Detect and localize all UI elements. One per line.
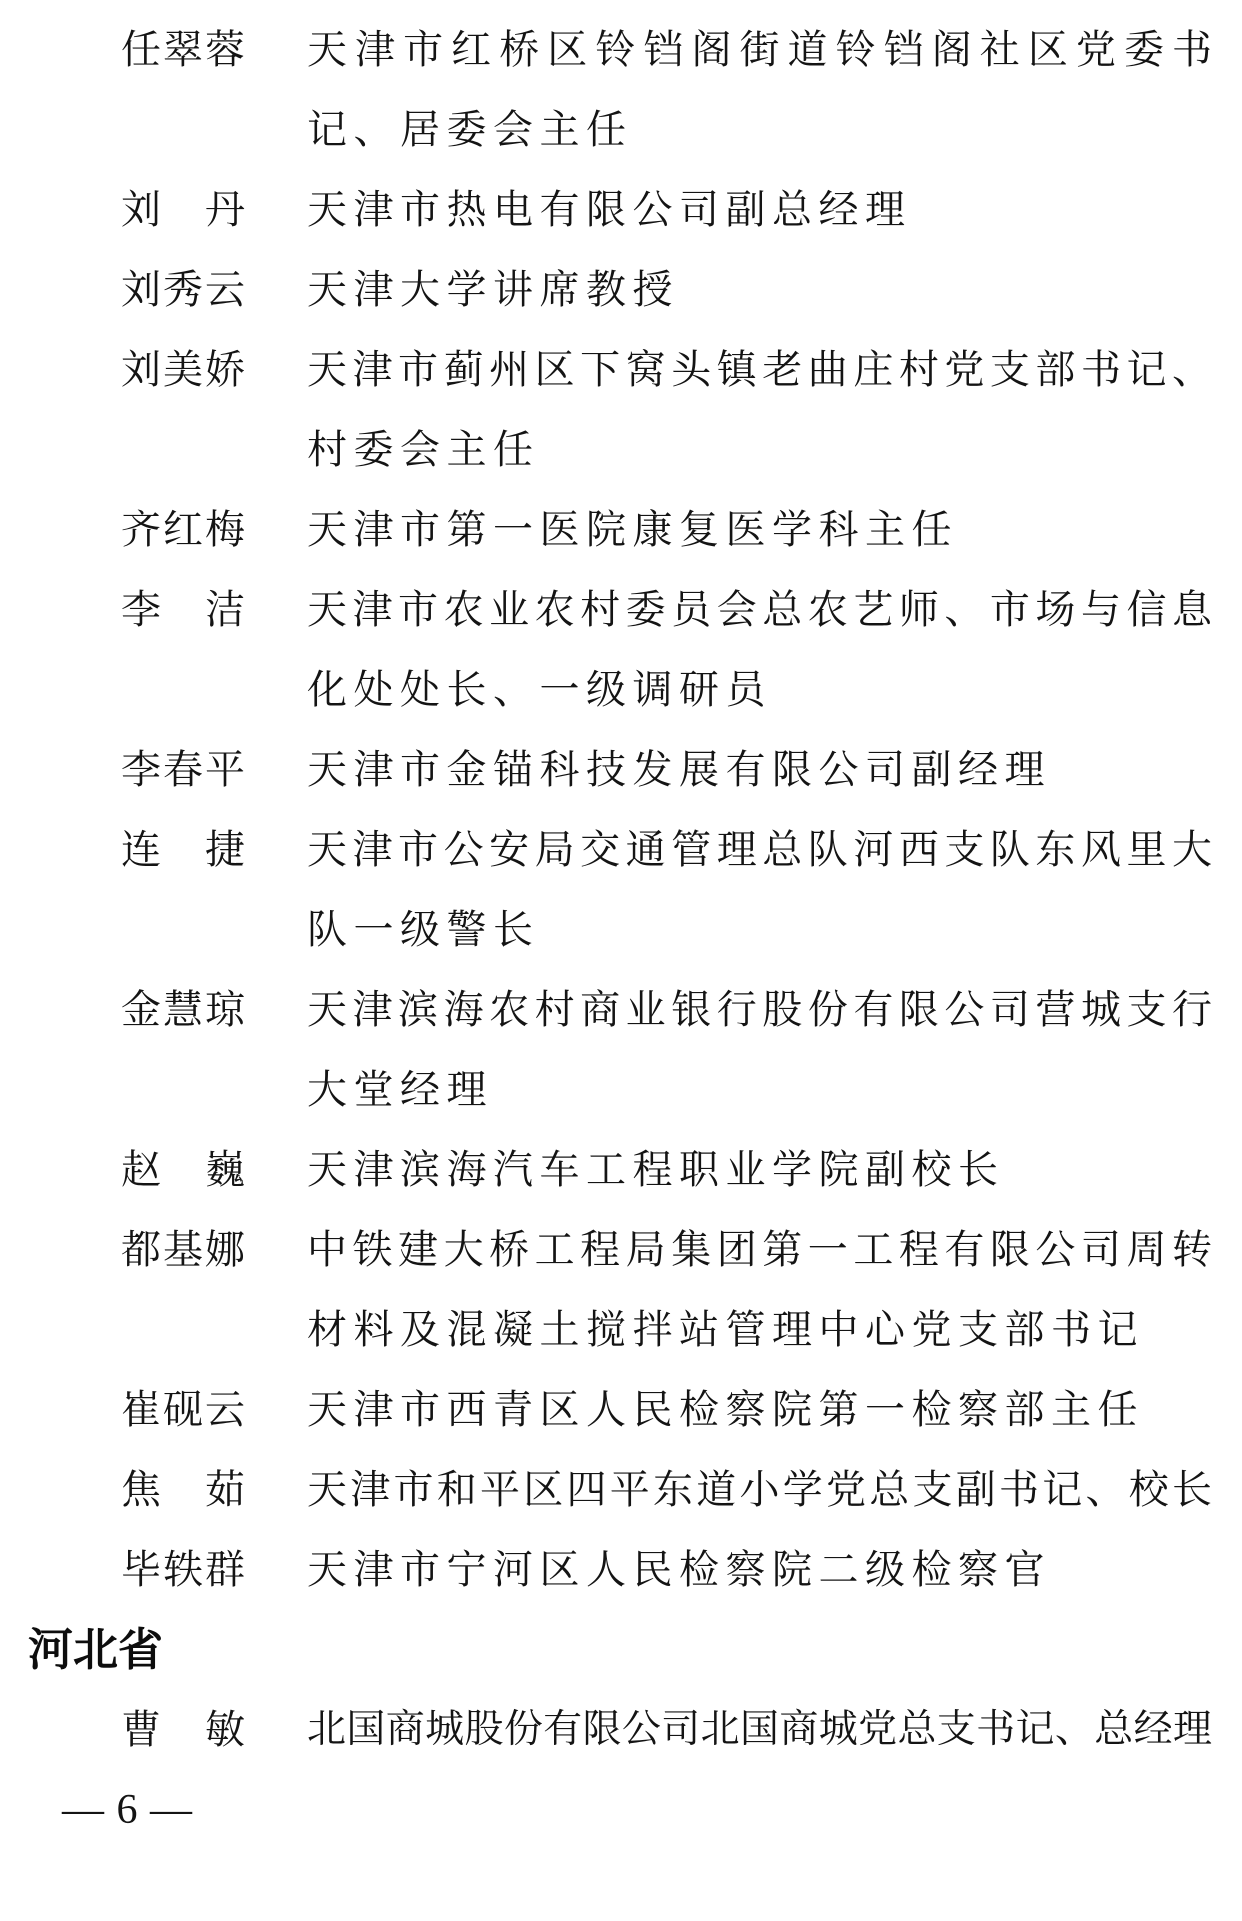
honoree-row <box>0 1530 1242 1610</box>
honoree-name: 任翠蓉 <box>121 27 245 72</box>
honoree-list <box>0 10 1242 1770</box>
honoree-name: 连捷 <box>121 827 245 872</box>
honoree-position <box>307 1370 1212 1450</box>
honoree-name: 毕轶群 <box>121 1547 245 1592</box>
honoree-position <box>307 810 1212 970</box>
honoree-position-line: 化处处长、一级调研员 <box>307 667 772 712</box>
honoree-position <box>307 1450 1212 1530</box>
honoree-name: 都基娜 <box>121 1227 245 1272</box>
honoree-position-line: 天津市农业农村委员会总农艺师、市场与信息 <box>307 587 1212 632</box>
honoree-name: 曹敏 <box>121 1707 245 1752</box>
honoree-position-line: 天津市宁河区人民检察院二级检察官 <box>307 1547 1051 1592</box>
honoree-position <box>307 1130 1212 1210</box>
honoree-position-line: 天津市西青区人民检察院第一检察部主任 <box>307 1387 1144 1432</box>
honoree-position <box>307 330 1212 490</box>
honoree-name: 崔砚云 <box>121 1387 245 1432</box>
section-header: 河北省 <box>28 1624 164 1675</box>
honoree-position-line: 天津市蓟州区下窝头镇老曲庄村党支部书记、 <box>307 347 1212 392</box>
honoree-position-line: 天津市热电有限公司副总经理 <box>307 187 912 232</box>
honoree-position <box>307 170 1212 250</box>
honoree-position-line: 记、居委会主任 <box>307 107 633 152</box>
honoree-position-line: 天津市红桥区铃铛阁街道铃铛阁社区党委书 <box>307 27 1212 72</box>
honoree-position <box>307 730 1212 810</box>
honoree-name: 刘美娇 <box>121 347 245 392</box>
honoree-row <box>0 970 1242 1130</box>
honoree-row <box>0 170 1242 250</box>
honoree-name: 李春平 <box>121 747 245 792</box>
page-number: — 6 — <box>62 1787 193 1833</box>
honoree-position-line: 材料及混凝土搅拌站管理中心党支部书记 <box>307 1307 1144 1352</box>
honoree-position <box>307 1690 1212 1770</box>
honoree-position-line: 队一级警长 <box>307 907 540 952</box>
honoree-name: 李洁 <box>121 587 245 632</box>
honoree-position <box>307 970 1212 1130</box>
honoree-position-line: 天津市第一医院康复医学科主任 <box>307 507 958 552</box>
honoree-position-line: 村委会主任 <box>307 427 540 472</box>
honoree-row <box>0 330 1242 490</box>
honoree-position <box>307 570 1212 730</box>
honoree-name: 齐红梅 <box>121 507 245 552</box>
honoree-row <box>0 1450 1242 1530</box>
honoree-name: 刘秀云 <box>121 267 245 312</box>
honoree-position-line: 中铁建大桥工程局集团第一工程有限公司周转 <box>307 1227 1212 1272</box>
honoree-row <box>0 1690 1242 1770</box>
honoree-position <box>307 250 1212 330</box>
honoree-name: 刘丹 <box>121 187 245 232</box>
honoree-row <box>0 730 1242 810</box>
honoree-position <box>307 490 1212 570</box>
honoree-position-line: 天津滨海农村商业银行股份有限公司营城支行 <box>307 987 1212 1032</box>
honoree-row <box>0 10 1242 170</box>
honoree-row <box>0 1370 1242 1450</box>
honoree-position-line: 北国商城股份有限公司北国商城党总支书记、总经理 <box>307 1708 1212 1751</box>
honoree-row <box>0 250 1242 330</box>
honoree-name: 赵巍 <box>121 1147 245 1192</box>
honoree-position-line: 天津大学讲席教授 <box>307 267 679 312</box>
honoree-position <box>307 10 1212 170</box>
honoree-row <box>0 570 1242 730</box>
honoree-position-line: 天津市金锚科技发展有限公司副经理 <box>307 747 1051 792</box>
honoree-name: 金慧琼 <box>121 987 245 1032</box>
honoree-position-line: 天津滨海汽车工程职业学院副校长 <box>307 1147 1005 1192</box>
honoree-row <box>0 1210 1242 1370</box>
honoree-position <box>307 1210 1212 1370</box>
honoree-row <box>0 490 1242 570</box>
honoree-position-line: 天津市和平区四平东道小学党总支副书记、校长 <box>307 1467 1212 1512</box>
honoree-row <box>0 1130 1242 1210</box>
honoree-row <box>0 810 1242 970</box>
honoree-position-line: 天津市公安局交通管理总队河西支队东风里大 <box>307 827 1212 872</box>
honoree-position <box>307 1530 1212 1610</box>
honoree-position-line: 大堂经理 <box>307 1067 493 1112</box>
honoree-name: 焦茹 <box>121 1467 245 1512</box>
